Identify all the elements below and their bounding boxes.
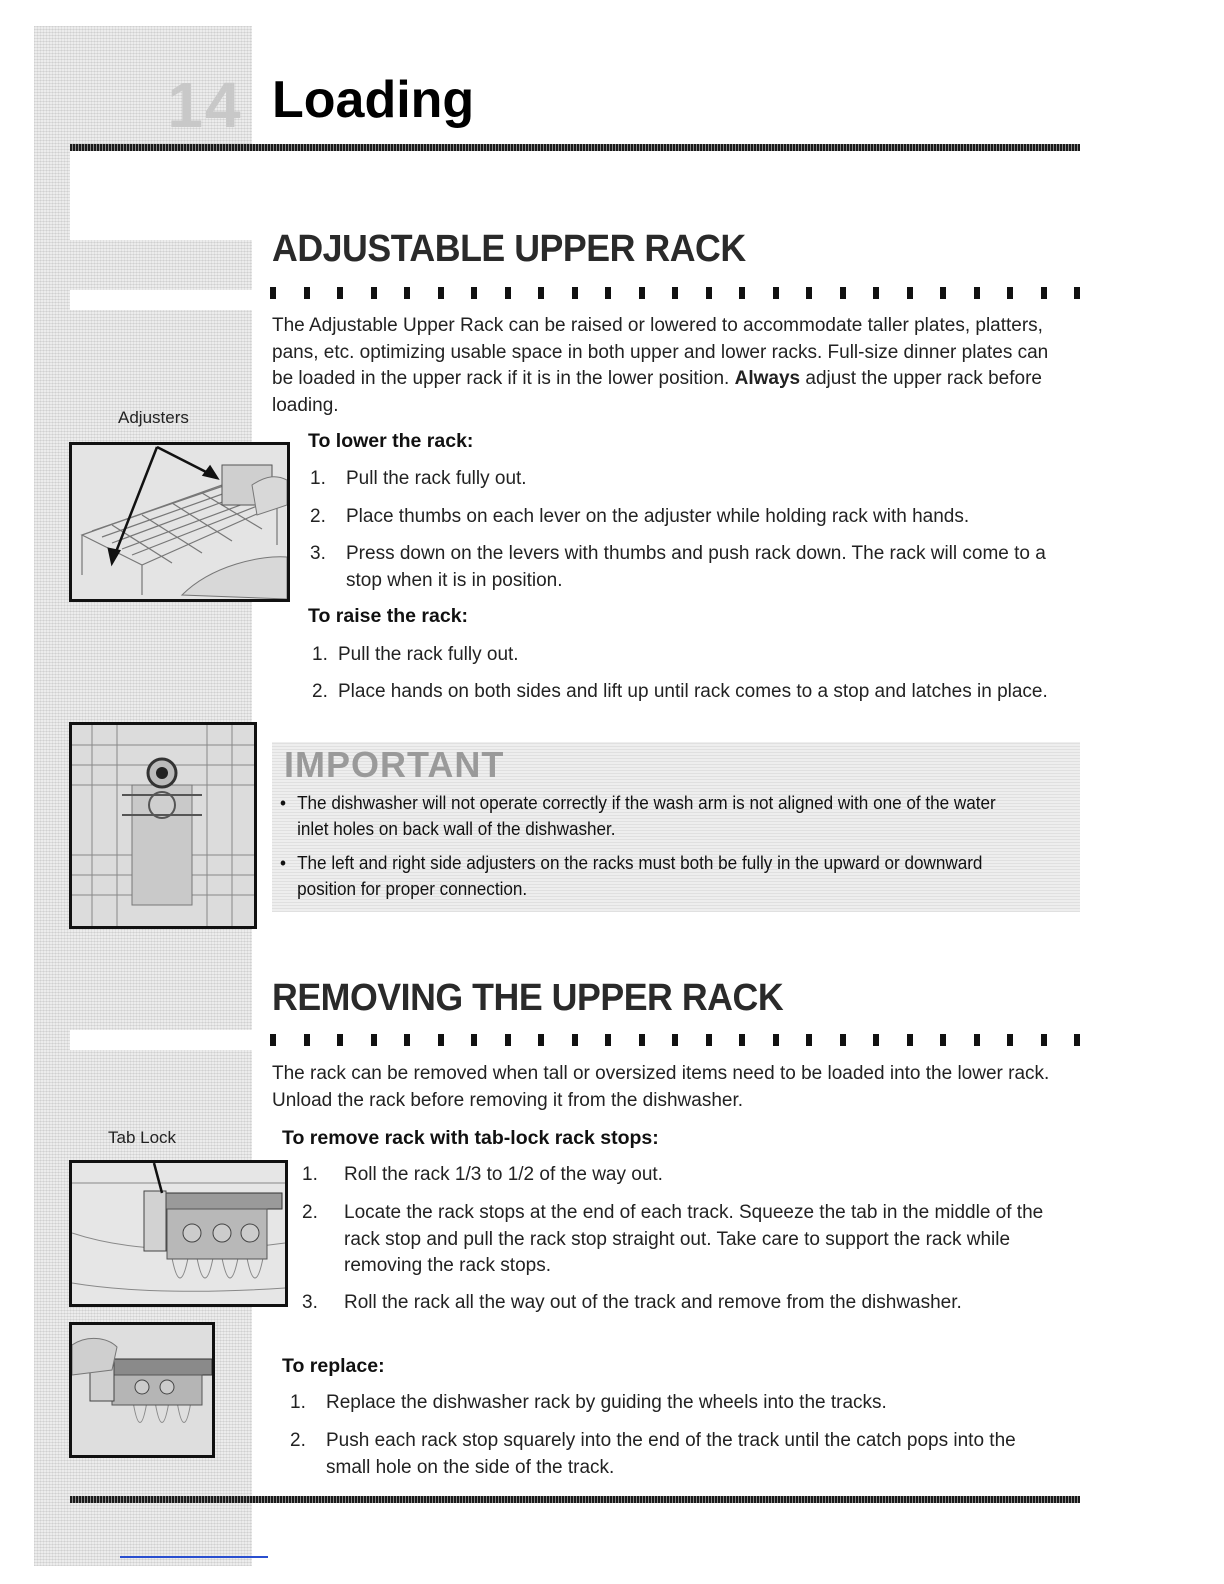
remove-step-2: 2. Locate the rack stops at the end of each track. Squeeze the tab in the middle of the rack stop and pull the rack stop straight out. Take care to support the rack while removing the rack stops.: [302, 1202, 1044, 1276]
wash-arm-illustration: [72, 725, 254, 926]
rack-stop-illustration: [72, 1325, 212, 1455]
wash-arm-figure: [69, 722, 257, 929]
lower-step-1: 1. Pull the rack fully out.: [310, 468, 527, 489]
section-title-adjustable-upper-rack: ADJUSTABLE UPPER RACK: [272, 228, 746, 270]
footer-link-underline: [120, 1556, 268, 1558]
important-item-2: • The left and right side adjusters on the racks must both be fully in the upward or downward position for proper connection.: [280, 853, 983, 899]
dotted-divider: [270, 287, 1080, 299]
subhead-lower-rack: To lower the rack:: [308, 430, 474, 452]
section-title-removing-upper-rack: REMOVING THE UPPER RACK: [272, 977, 784, 1019]
remove-step-3: 3. Roll the rack all the way out of the track and remove from the dishwasher.: [302, 1292, 962, 1313]
dotted-divider: [270, 1034, 1080, 1046]
adjusters-figure: [69, 442, 290, 602]
subhead-remove-rack: To remove rack with tab-lock rack stops:: [282, 1127, 659, 1149]
section1-intro: The Adjustable Upper Rack can be raised or lowered to accommodate taller plates, platters, pans, etc. optimizing usable space in both upper and lower racks. Full-size dinner plates can be loaded in the upper rack if it is in the lower position. Always adjust the upper rack before loading.: [272, 315, 1049, 416]
raise-step-2: 2. Place hands on both sides and lift up until rack comes to a stop and latches in place.: [312, 681, 1048, 702]
replace-step-1: 1. Replace the dishwasher rack by guiding the wheels into the tracks.: [290, 1392, 887, 1413]
replace-step-2: 2. Push each rack stop squarely into the end of the track until the catch pops into the small hole on the side of the track.: [290, 1430, 1016, 1478]
sidebar-blank-area: [70, 150, 252, 240]
lower-step-2: 2. Place thumbs on each lever on the adjuster while holding rack with hands.: [310, 506, 970, 527]
sidebar-blank-area: [70, 1030, 252, 1050]
page-title: Loading: [272, 71, 475, 129]
raise-step-1: 1. Pull the rack fully out.: [312, 644, 519, 665]
remove-step-1: 1. Roll the rack 1/3 to 1/2 of the way out.: [302, 1164, 663, 1185]
tab-lock-figure: [69, 1160, 288, 1307]
subhead-replace: To replace:: [282, 1355, 385, 1377]
important-item-1: • The dishwasher will not operate correctly if the wash arm is not aligned with one of the water inlet holes on back wall of the dishwasher.: [280, 793, 996, 839]
figure-label-tab-lock: Tab Lock: [108, 1128, 177, 1147]
lower-step-3: 3. Press down on the levers with thumbs and push rack down. The rack will come to a stop when it is in position.: [310, 543, 1046, 591]
footer-rule: [70, 1496, 1080, 1503]
section2-intro: The rack can be removed when tall or oversized items need to be loaded into the lower rack. Unload the rack before removing it from the dishwasher.: [272, 1063, 1050, 1111]
subhead-raise-rack: To raise the rack:: [308, 605, 469, 627]
adjusters-illustration: [72, 445, 287, 599]
important-title: IMPORTANT: [284, 744, 505, 785]
sidebar-blank-area: [70, 290, 252, 310]
important-notice: [272, 742, 1080, 912]
page-number: 14: [167, 69, 243, 141]
figure-label-adjusters: Adjusters: [118, 408, 189, 427]
tab-lock-illustration: [72, 1163, 285, 1304]
header-rule: [70, 144, 1080, 151]
rack-stop-figure: [69, 1322, 215, 1458]
